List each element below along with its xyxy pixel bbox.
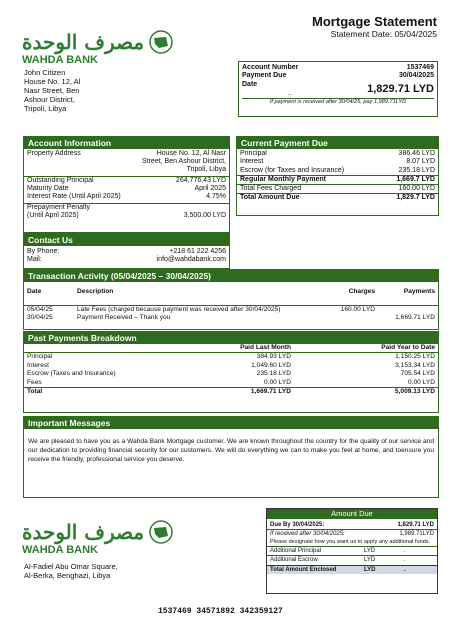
prepayment-penalty-value: 3,500.00 LYD [183,211,226,219]
column-charges: Charges [348,288,375,295]
phone-label: By Phone: [27,248,60,255]
customer-address-line: Tripoli, Libya [24,104,67,113]
late-amount-value: 1,989.71LYD [399,531,434,538]
prepayment-penalty-label: Prepayment Penalty [27,203,91,211]
past-payments-title: Past Payments Breakdown [24,332,438,344]
messages-title: Important Messages [24,417,438,429]
summary-box [238,61,438,117]
regular-payment-value: 1,669.7 LYD [396,175,435,183]
column-date: Date [27,288,42,295]
interest-rate-label: Interest Rate (Until April 2025) [27,193,121,201]
outstanding-principal-value: 264,776.43 LYD [175,176,226,184]
total-enclosed-field[interactable] [364,566,434,574]
bank-logo-footer [22,520,174,556]
additional-escrow-field[interactable] [364,556,434,564]
total-enclosed-label: Total Amount Enclosed [270,567,337,574]
table-row [24,388,438,397]
row-ytd: 1,150.25 LYD [395,353,435,361]
table-row [24,314,438,322]
coupon-instruction: Please designate how you want us to apply any additional funds. [270,538,431,545]
bank-logo [22,30,174,66]
customer-address-line: House No. 12, Al [24,77,81,86]
messages-text: We are pleased to have you as a Wahda Bank Mortgage customer. We are known throughout the country for the quality of our service and our dedication to providing financial security for our customers. We will do everything we can to make you feel at home, and toensure you receive the friendly, professional service you deserve. [28,438,434,464]
row-payments: 1,669.71 LYD [395,314,435,322]
row-ytd: 3,153.34 LYD [395,361,435,369]
coupon-title: Amount Due [267,509,437,519]
escrow-value: 235.18 LYD [398,166,435,174]
late-amount-label: If received after 30/04/2025: [270,531,345,538]
row-date: 05/04/25 [27,305,53,313]
statement-date: Statement Date: 05/04/2025 [330,29,437,39]
date-label: Date [242,80,258,88]
payment-due-value: 30/04/2025 [398,72,434,80]
currency-label: LYD [364,567,376,574]
row-last-month: 1,669.71 LYD [250,388,291,396]
bank-address-line: Al-Fadiel Abu Omar Square, [24,562,118,571]
transaction-panel [23,269,439,330]
total-amount-due-value: 1,829.7 LYD [396,194,435,202]
column-payments: Payments [403,288,435,295]
row-description: Late Fees (charged because payment was received after 30/04/2025) [77,305,281,313]
transaction-title: Transaction Activity (05/04/2025 – 30/04/2025) [24,270,438,282]
maturity-date-value: April 2025 [194,184,226,192]
account-info-title: Account Information [24,137,229,149]
outstanding-principal-label: Outstanding Principal [27,176,94,184]
total-fees-value: 160.00 LYD [398,185,435,193]
table-row [24,353,438,362]
customer-address-line: Ashour District, [24,95,75,104]
contact-panel [23,233,230,269]
decimal-point: . [403,547,406,554]
row-label: Total [27,388,43,396]
row-ytd: 5,009.13 LYD [394,388,435,396]
bank-logo-name: WAHDA BANK [22,544,98,556]
codeline: 1537469 34571892 342359127 [158,607,283,616]
row-charges [308,314,378,322]
property-address-line: Street, Ben Ashour District, [141,158,226,166]
interest-value: 8.07 LYD [406,158,435,166]
table-row [24,379,438,388]
late-payment-note: If payment is received after 30/04/25, pay 1,989.71LYD [242,98,434,105]
total-amount-due-label: Total Amount Due [240,194,300,202]
row-date: 30/04/25 [27,314,53,322]
due-by-value: 1,829.71 LYD [397,522,434,528]
bank-logo-arabic: مصرف الوحدة [22,520,145,544]
row-description: Payment Received – Thank you [77,314,171,322]
row-charges: 160.00 LYD [340,305,375,313]
total-fees-label: Total Fees Charged [240,185,302,193]
payment-due-label: Payment Due [242,72,287,80]
additional-escrow-label: Additional Escrow [270,556,318,563]
bank-logo-arabic: مصرف الوحدة [22,30,145,54]
interest-rate-value: 4.75% [206,193,226,201]
decimal-point: . [403,556,406,563]
column-paid-last-month: Paid Last Month [240,344,291,351]
amount-due-value: 1,829.71 LYD [367,82,434,95]
contact-title: Contact Us [24,234,229,246]
current-payment-title: Current Payment Due [237,137,438,149]
currency-label: LYD [364,547,376,554]
date-blank: _ [288,88,292,96]
principal-value: 386.46 LYD [398,150,435,157]
statement-title: Mortgage Statement [312,14,437,29]
interest-label: Interest [240,158,264,166]
phone-value[interactable]: +218 61 222 4256 [169,248,226,255]
messages-panel [23,416,439,498]
property-address-label: Property Address [27,150,81,157]
mail-value[interactable]: info@wahdabank.com [156,256,226,264]
row-ytd: 0.00 LYD [407,378,435,386]
past-payments-panel [23,331,439,413]
escrow-label: Escrow (for Taxes and Insurance) [240,166,345,174]
customer-address [24,68,80,113]
row-last-month: 384.93 LYD [256,353,291,361]
property-address-line: Tripoli, Libya [186,166,226,174]
bank-logo-name: WAHDA BANK [22,54,98,66]
table-header [24,288,438,296]
maturity-date-label: Maturity Date [27,184,69,192]
row-label: Interest [27,361,49,369]
row-last-month: 235.18 LYD [256,370,291,378]
principal-label: Principal [240,150,267,157]
libya-map-icon [148,520,174,544]
row-label: Principal [27,353,53,361]
property-address-line: House No. 12, Al Nasr [156,150,226,157]
additional-principal-field[interactable] [364,547,434,555]
table-row [24,362,438,370]
customer-address-line: Nasr Street, Ben [24,86,80,95]
row-label: Fees [27,378,42,386]
mail-label: Mail: [27,256,42,264]
prepayment-penalty-period: (Until April 2025) [27,211,79,219]
table-row [24,370,438,378]
table-header [24,344,438,353]
column-paid-ytd: Paid Year to Date [381,344,435,351]
additional-principal-label: Additional Principal [270,547,322,554]
currency-label: LYD [364,556,376,563]
column-description: Description [77,288,114,295]
bank-address [24,562,118,580]
customer-name: John Citizen [24,68,66,77]
payment-coupon [266,508,438,594]
account-number-value: 1537469 [406,64,434,71]
account-number-label: Account Number [242,64,299,71]
row-payments [378,305,438,314]
regular-payment-label: Regular Monthly Payment [240,175,326,183]
due-by-label: Due By 30/04/2025: [270,522,325,528]
decimal-point: . [403,567,406,574]
row-ytd: 705.54 LYD [400,370,435,378]
row-last-month: 0.00 LYD [263,378,291,386]
row-last-month: 1,049.60 LYD [251,361,291,369]
libya-map-icon [148,30,174,54]
bank-address-line: Al-Berka, Benghazi, Libya [24,571,111,580]
row-label: Escrow (Taxes and Insurance) [27,370,116,378]
account-info-panel [23,136,230,233]
current-payment-panel [236,136,439,216]
table-row [24,305,438,314]
